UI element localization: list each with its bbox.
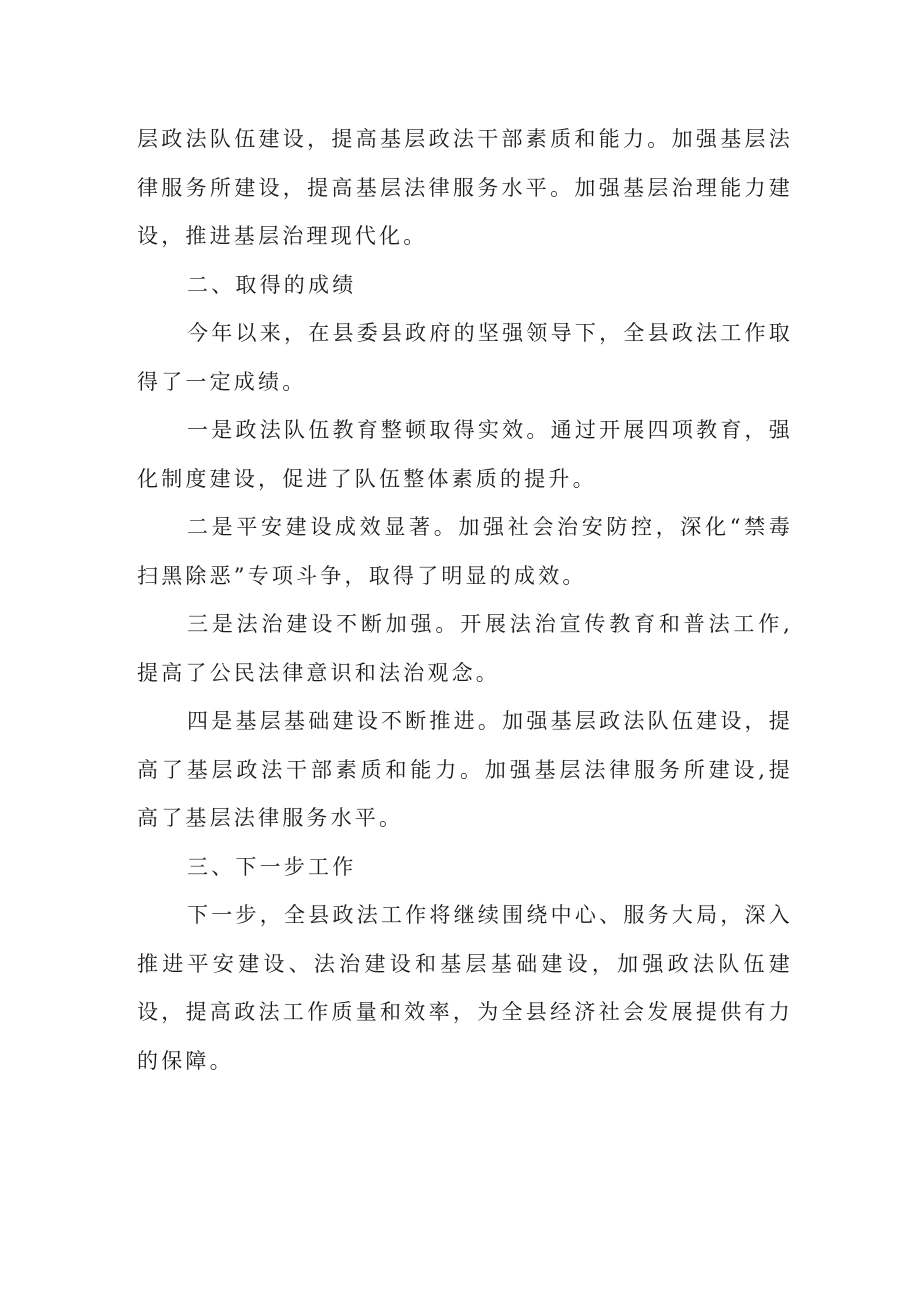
paragraph-item-2: 二是平安建设成效显著。加强社会治安防控，深化“禁毒扫黑除恶”专项斗争，取得了明显的成效。 bbox=[137, 515, 793, 588]
section-heading-next-steps: 三、下一步工作 bbox=[187, 854, 357, 879]
paragraph-continuation: 层政法队伍建设，提高基层政法干部素质和能力。加强基层法律服务所建设，提高基层法律服务水平。加强基层治理能力建设，推进基层治理现代化。 bbox=[137, 127, 793, 248]
paragraph-next-steps: 下一步，全县政法工作将继续围绕中心、服务大局，深入推进平安建设、法治建设和基层基础建设，加强政法队伍建设，提高政法工作质量和效率，为全县经济社会发展提供有力的保障。 bbox=[137, 903, 793, 1073]
paragraph-item-4: 四是基层基础建设不断推进。加强基层政法队伍建设，提高了基层政法干部素质和能力。加强基层法律服务所建设,提高了基层法律服务水平。 bbox=[137, 709, 793, 830]
paragraph-intro: 今年以来，在县委县政府的坚强领导下，全县政法工作取得了一定成绩。 bbox=[137, 321, 793, 394]
paragraph-item-3: 三是法治建设不断加强。开展法治宣传教育和普法工作,提高了公民法律意识和法治观念。 bbox=[137, 612, 793, 685]
document-body bbox=[137, 115, 793, 1085]
section-heading-achievements: 二、取得的成绩 bbox=[187, 272, 357, 297]
paragraph-item-1: 一是政法队伍教育整顿取得实效。通过开展四项教育，强化制度建设，促进了队伍整体素质的提升。 bbox=[137, 418, 793, 491]
